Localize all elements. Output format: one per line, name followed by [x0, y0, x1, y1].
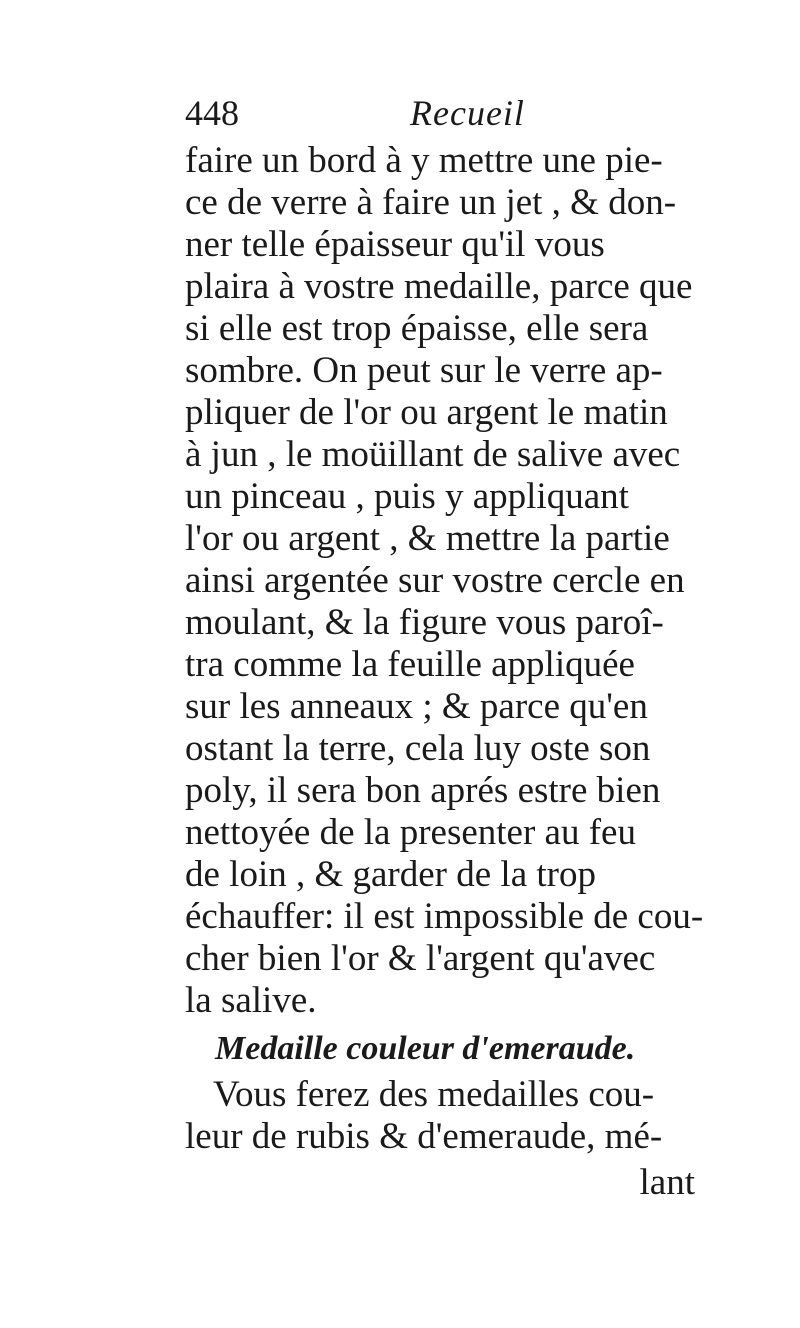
- section-heading: Medaille couleur d'emeraude.: [215, 1030, 636, 1067]
- running-head: Recueil: [410, 93, 525, 133]
- text-line: cher bien l'or & l'argent qu'avec: [185, 938, 656, 979]
- text-line: ce de verre à faire un jet , & don-: [185, 182, 677, 223]
- page-number: 448: [185, 93, 239, 133]
- text-line: leur de rubis & d'emeraude, mé-: [185, 1116, 663, 1157]
- text-line: moulant, & la figure vous paroî-: [185, 602, 664, 643]
- text-line: ainsi argentée sur vostre cercle en: [185, 560, 685, 601]
- text-line: nettoyée de la presenter au feu: [185, 812, 636, 853]
- text-line: ner telle épaisseur qu'il vous: [185, 224, 605, 265]
- text-line: à jun , le moüillant de salive avec: [185, 434, 681, 475]
- text-line: pliquer de l'or ou argent le matin: [185, 392, 668, 433]
- catchword: lant: [639, 1162, 695, 1203]
- text-line: sur les anneaux ; & parce qu'en: [185, 686, 648, 727]
- text-line: faire un bord à y mettre une pie-: [185, 140, 663, 181]
- text-line: de loin , & garder de la trop: [185, 854, 596, 895]
- text-line: plaira à vostre medaille, parce que: [185, 266, 693, 307]
- text-line: échauffer: il est impossible de cou-: [185, 896, 704, 937]
- page-header: [185, 88, 705, 138]
- text-line: tra comme la feuille appliquée: [185, 644, 635, 685]
- text-line: ostant la terre, cela luy oste son: [185, 728, 651, 769]
- text-line: Vous ferez des medailles cou-: [213, 1074, 655, 1115]
- text-line: si elle est trop épaisse, elle sera: [185, 308, 649, 349]
- text-line: l'or ou argent , & mettre la partie: [185, 518, 670, 559]
- text-line: un pinceau , puis y appliquant: [185, 476, 629, 517]
- text-line: la salive.: [185, 980, 317, 1021]
- text-line: poly, il sera bon aprés estre bien: [185, 770, 661, 811]
- text-line: sombre. On peut sur le verre ap-: [185, 350, 663, 391]
